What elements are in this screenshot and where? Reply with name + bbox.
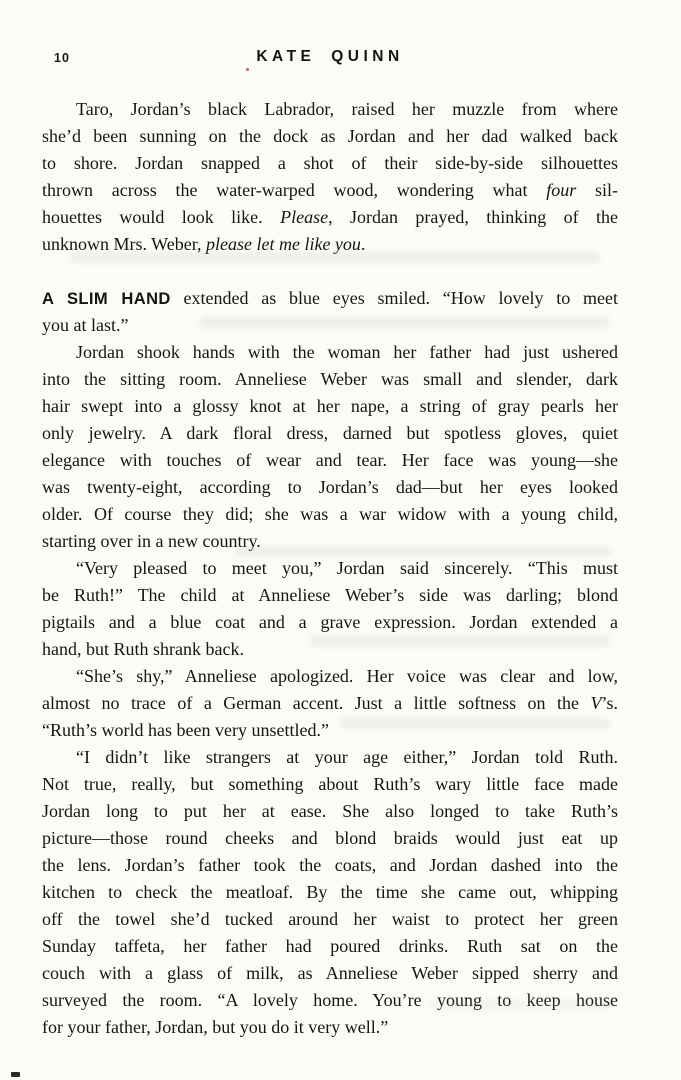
text-line — [42, 366, 618, 393]
text-line — [42, 474, 618, 501]
body-text: couch with a glass of milk, as Anneliese Weber sipped sherry and — [42, 963, 618, 983]
body-text: pigtails and a blue coat and a grave expression. Jordan extended a — [42, 612, 618, 632]
text-line — [42, 177, 618, 204]
body-text: thrown across the water-warped wood, wondering what — [42, 180, 547, 200]
text-line — [42, 339, 618, 366]
text-line — [42, 690, 618, 717]
paragraph — [42, 663, 618, 744]
body-text: into the sitting room. Anneliese Weber was small and slender, dark — [42, 369, 618, 389]
text-line — [42, 717, 618, 744]
text-line — [42, 879, 618, 906]
body-text: only jewelry. A dark floral dress, darned but spotless gloves, quiet — [42, 423, 618, 443]
body-text: “Ruth’s world has been very unsettled.” — [42, 720, 329, 740]
text-line — [42, 960, 618, 987]
text-line — [42, 231, 618, 258]
body-text: the lens. Jordan’s father took the coats, and Jordan dashed into the — [42, 855, 618, 875]
body-text: off the towel she’d tucked around her waist to protect her green — [42, 909, 618, 929]
body-text: hair swept into a glossy knot at her nape, a string of gray pearls her — [42, 396, 618, 416]
body-text: older. Of course they did; she was a war widow with a young child, — [42, 504, 618, 524]
body-text: picture—those round cheeks and blond braids would just eat up — [42, 828, 618, 848]
page-number: 10 — [54, 51, 70, 65]
body-text: extended as blue eyes smiled. “How lovely to meet — [170, 288, 618, 308]
body-text: unknown Mrs. Weber, — [42, 234, 206, 254]
text-line — [42, 798, 618, 825]
text-line — [42, 150, 618, 177]
body-text: hand, but Ruth shrank back. — [42, 639, 244, 659]
text-line — [42, 501, 618, 528]
italic-text: Please — [280, 207, 329, 227]
body-text: Sunday taffeta, her father had poured drinks. Ruth sat on the — [42, 936, 618, 956]
paragraph — [42, 744, 618, 1041]
page-header — [42, 48, 618, 70]
text-line — [42, 555, 618, 582]
body-text: elegance with touches of wear and tear. Her face was young—she — [42, 450, 618, 470]
text-line — [42, 1014, 618, 1041]
text-line — [42, 825, 618, 852]
text-line — [42, 636, 618, 663]
paragraph — [42, 96, 618, 258]
body-text: “She’s shy,” Anneliese apologized. Her voice was clear and low, — [76, 666, 618, 686]
text-line — [42, 528, 618, 555]
text-line — [42, 582, 618, 609]
paragraph — [42, 339, 618, 555]
text-line — [42, 204, 618, 231]
running-head: KATE QUINN — [256, 48, 404, 65]
text-line — [42, 852, 618, 879]
body-text: “Very pleased to meet you,” Jordan said sincerely. “This must — [76, 558, 618, 578]
body-text: sil- — [576, 180, 618, 200]
text-line — [42, 609, 618, 636]
text-line — [42, 420, 618, 447]
body-text: starting over in a new country. — [42, 531, 261, 551]
body-text: . — [360, 234, 366, 254]
body-text: you at last.” — [42, 315, 129, 335]
text-line — [42, 96, 618, 123]
scan-edge-artifact — [11, 1072, 20, 1077]
body-text: Jordan long to put her at ease. She also longed to take Ruth’s — [42, 801, 618, 821]
italic-text: please let me like you — [205, 234, 361, 254]
body-text: for your father, Jordan, but you do it very well.” — [42, 1017, 389, 1037]
text-line — [42, 906, 618, 933]
text-line — [42, 744, 618, 771]
body-text: almost no trace of a German accent. Just a little softness on the — [42, 693, 591, 713]
text-line — [42, 663, 618, 690]
body-text: was twenty-eight, according to Jordan’s dad—but her eyes looked — [42, 477, 618, 497]
italic-text: V — [590, 693, 602, 713]
italic-text: four — [546, 180, 577, 200]
scan-speck-artifact — [246, 68, 249, 71]
body-text: surveyed the room. “A lovely home. You’re young to keep house — [42, 990, 618, 1010]
body-text: to shore. Jordan snapped a shot of their side-by-side silhouettes — [42, 153, 618, 173]
text-line — [42, 312, 618, 339]
body-text: houettes would look like. — [42, 207, 281, 227]
body-text: she’d been sunning on the dock as Jordan and her dad walked back — [42, 126, 618, 146]
paragraph — [42, 555, 618, 663]
body-text: Jordan shook hands with the woman her father had just ushered — [76, 342, 618, 362]
text-line — [42, 447, 618, 474]
body-text: Taro, Jordan’s black Labrador, raised her muzzle from where — [76, 99, 618, 119]
text-line — [42, 123, 618, 150]
body-text: “I didn’t like strangers at your age either,” Jordan told Ruth. — [76, 747, 618, 767]
body-text: kitchen to check the meatloaf. By the time she came out, whipping — [42, 882, 618, 902]
body-text: be Ruth!” The child at Anneliese Weber’s side was darling; blond — [42, 585, 618, 605]
body-text: , Jordan prayed, thinking of the — [328, 207, 618, 227]
body-text: ’s. — [601, 693, 618, 713]
book-page-body — [42, 96, 618, 1041]
text-line — [42, 285, 618, 312]
text-line — [42, 393, 618, 420]
paragraph — [42, 285, 618, 339]
body-text: Not true, really, but something about Ruth’s wary little face made — [42, 774, 618, 794]
text-line — [42, 933, 618, 960]
section-opener-text: A SLIM HAND — [42, 289, 171, 308]
text-line — [42, 771, 618, 798]
text-line — [42, 987, 618, 1014]
